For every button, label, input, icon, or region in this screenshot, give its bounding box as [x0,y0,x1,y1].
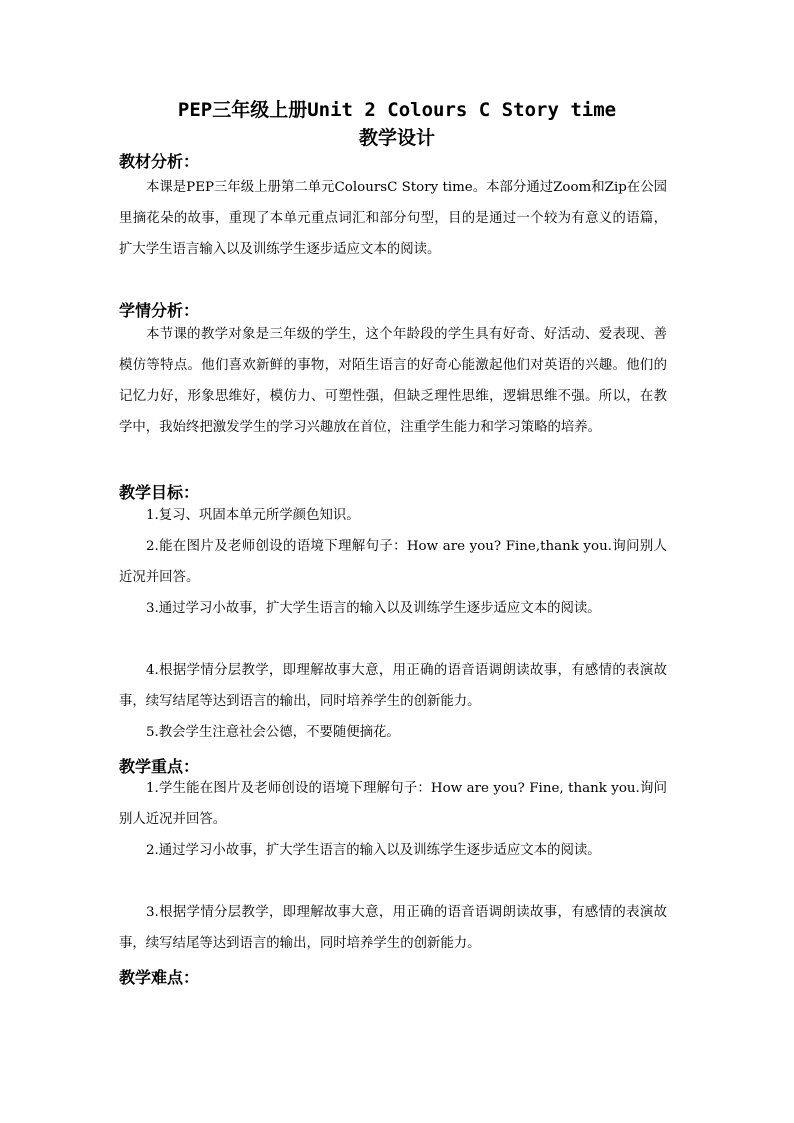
section-heading-difficulties: 教学难点： [119,968,200,987]
section-heading-students: 学情分析： [119,301,200,320]
goal-item: 3.通过学习小故事，扩大学生语言的输入以及训练学生逐步适应文本的阅读。 [146,601,601,616]
document-subtitle: 教学设计 [358,127,435,149]
section-heading-key-points: 教学重点： [119,757,200,776]
section-heading-material: 教材分析： [119,152,200,171]
key-point-item: 3.根据学情分层教学，即理解故事大意，用正确的语音语调朗读故事，有感情的表演故事，续写结尾等达到语言的输出，同时培养学生的创新能力。 [119,905,667,951]
key-point-item: 2.通过学习小故事，扩大学生语言的输入以及训练学生逐步适应文本的阅读。 [146,843,601,858]
goal-item: 5.教会学生注意社会公德，不要随便摘花。 [146,725,400,740]
document-title: PEP三年级上册Unit 2 Colours C Story time [177,99,617,121]
goal-item: 4.根据学情分层教学，即理解故事大意，用正确的语音语调朗读故事，有感情的表演故事，续写结尾等达到语言的输出，同时培养学生的创新能力。 [119,663,667,709]
section-paragraph-students: 本节课的教学对象是三年级的学生，这个年龄段的学生具有好奇、好活动、爱表现、善模仿等特点。他们喜欢新鲜的事物，对陌生语言的好奇心能激起他们对英语的兴趣。他们的记忆力好，形象思维好，模仿力、可塑性强，但缺乏理性思维，逻辑思维不强。所以，在教学中，我始终把激发学生的学习兴趣放在首位，注重学生能力和学习策略的培养。 [119,327,667,435]
section-paragraph-material: 本课是PEP三年级上册第二单元ColoursC Story time。本部分通过Zoom和Zip在公园里摘花朵的故事，重现了本单元重点词汇和部分句型，目的是通过一个较为有意义的语篇，扩大学生语言输入以及训练学生逐步适应文本的阅读。 [119,180,667,257]
section-heading-goals: 教学目标： [119,483,200,502]
goal-item: 2.能在图片及老师创设的语境下理解句子：How are you? Fine,thank you.询问别人近况并回答。 [119,539,667,585]
key-point-item: 1.学生能在图片及老师创设的语境下理解句子：How are you? Fine, thank you.询问别人近况并回答。 [119,781,667,827]
goal-item: 1.复习、巩固本单元所学颜色知识。 [146,508,360,523]
